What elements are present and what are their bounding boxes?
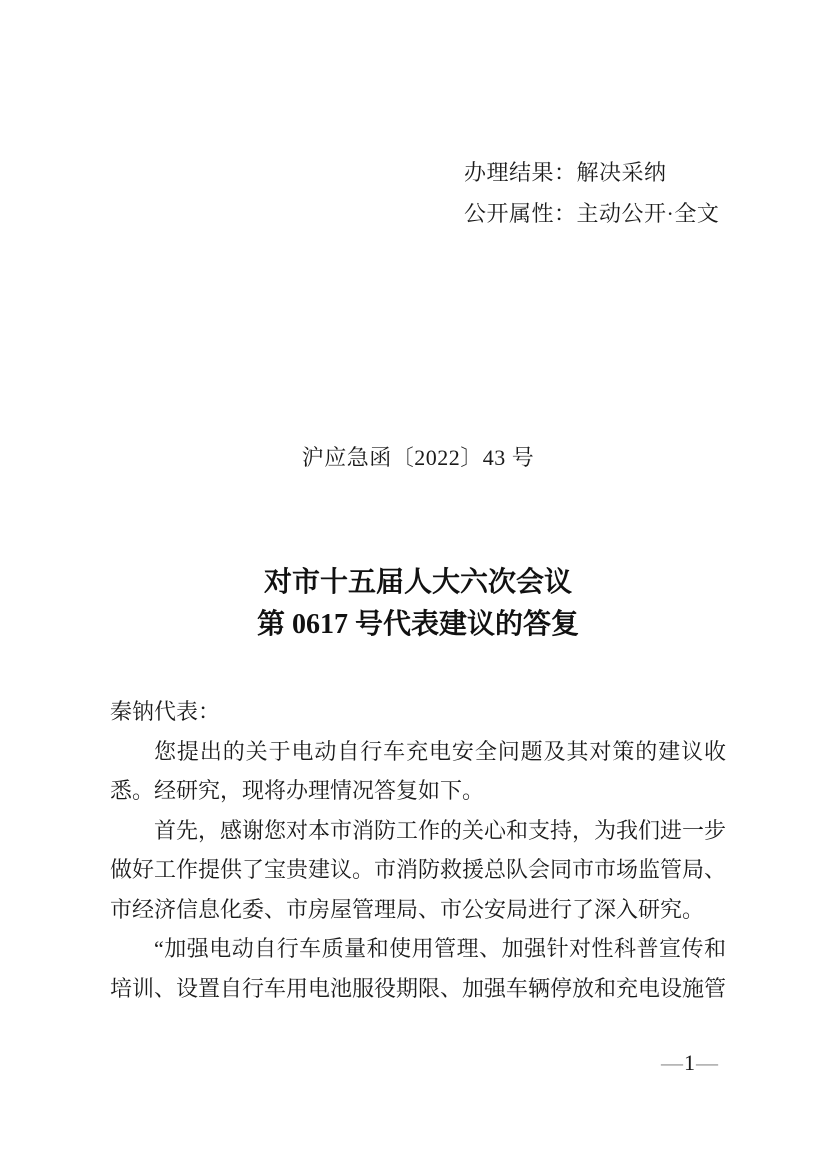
handling-result-line: 办理结果：解决采纳 (464, 160, 667, 185)
document-body (110, 692, 726, 1008)
page-number-value: 1 (684, 1050, 695, 1075)
page-number-dash-left: — (661, 1050, 683, 1075)
body-paragraph-2: 首先，感谢您对本市消防工作的关心和支持，为我们进一步做好工作提供了宝贵建议。市消防救援总队会同市市场监管局、市经济信息化委、市房屋管理局、市公安局进行了深入研究。 (110, 817, 727, 922)
salutation: 秦钠代表： (110, 699, 221, 724)
body-paragraph-3: “加强电动自行车质量和使用管理、加强针对性科普宣传和培训、设置自行车用电池服役期限、加强车辆停放和充电设施管 (110, 936, 727, 1001)
page-number-dash-right: — (696, 1050, 718, 1075)
title-line-2: 第 0617 号代表建议的答复 (256, 609, 579, 640)
title-line-1: 对市十五届人大六次会议 (263, 567, 572, 598)
document-title (110, 562, 726, 646)
header-annotations (464, 152, 719, 234)
page-number (110, 1047, 726, 1079)
document-reference-number: 沪应急函〔2022〕43 号 (301, 445, 535, 470)
disclosure-attribute-line: 公开属性：主动公开·全文 (464, 201, 720, 226)
body-paragraph-1: 您提出的关于电动自行车充电安全问题及其对策的建议收悉。经研究，现将办理情况答复如下。 (110, 738, 726, 803)
